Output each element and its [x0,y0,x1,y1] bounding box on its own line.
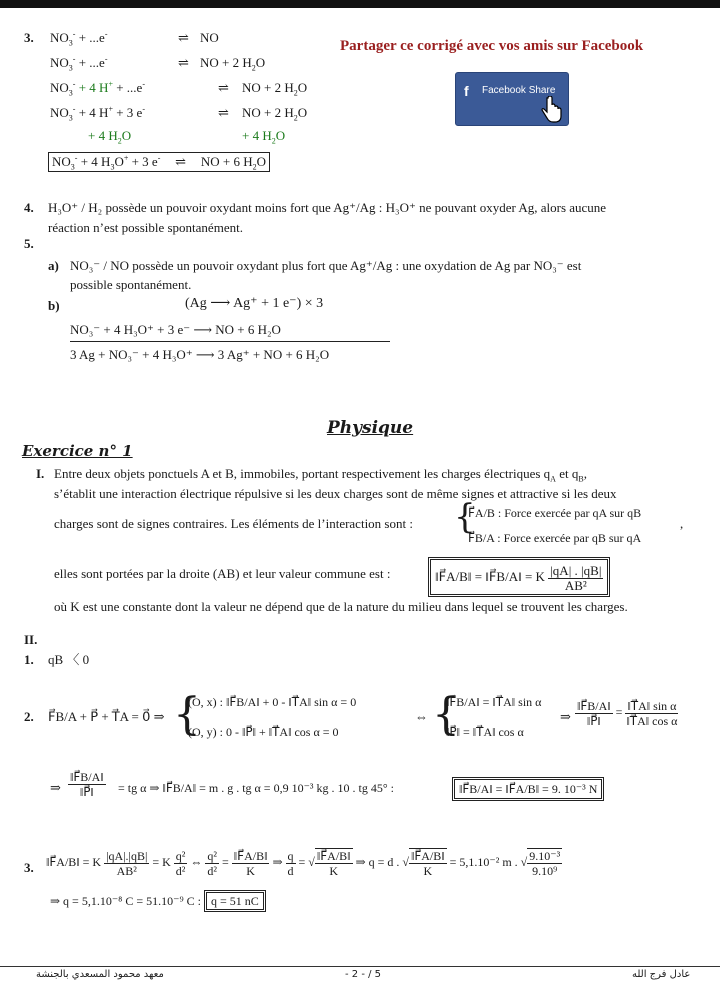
force-def-ab: F⃗A/B : Force exercée par qA sur qB [468,506,642,520]
footer-page-number: - 2 - / 5 [345,969,382,980]
page-footer [0,966,720,981]
eq-arrow-icon: ⇌ [175,154,187,169]
eq-arrow-icon: ⇌ [178,55,189,70]
q3-phys-final-box: q = 51 nC [204,890,266,912]
q5a-line2: possible spontanément. [70,277,192,292]
q4-number: 4. [24,200,34,215]
part-i-label: I. [36,466,45,481]
hand-cursor-icon [540,96,562,124]
q3-final-equation: $NO_3^- + 4$ $H_3O^+ + 3$ e- ⇌ NO + 6 $H_2O$ [48,152,270,172]
q4-line1: H₃O⁺ / H₂ possède un pouvoir oxydant moins fort que Ag⁺/Ag : H₃O⁺ ne pouvant oxyder Ag, alors aucune [48,200,607,215]
q3-eq5-right: + 4 $H_2O$ [242,128,286,146]
q2-system-brace: { [173,689,201,740]
top-edge-bar [0,0,720,8]
q2b-ratio: $\frac{‖F⃗B/A‖}{‖P⃗‖}$ [70,769,104,799]
q3-eq3: $NO_3^- + 4$ H+ + ...e- ⇌ NO + 2 $H_2O$ [50,79,308,98]
share-title: Partager ce corrigé avec vos amis sur Facebook [340,38,644,54]
q5b-eq1: (Ag ⟶ Ag⁺ + 1 e⁻) × 3 [185,296,324,311]
footer-author: عادل فرج الله [632,969,691,980]
facebook-share-label: Facebook Share [482,85,556,96]
facebook-icon: f [464,83,469,99]
q2-impl: ⇒ [560,709,571,724]
force-brace: { [454,497,476,537]
part-ii-label: II. [24,632,38,647]
q1-answer: qB 〈 0 [48,652,90,667]
part-i-line4: elles sont portées par la droite (AB) et leur valeur commune est : [54,566,391,581]
q2-sum: F⃗B/A + P⃗ + T⃗A = 0⃗ ⇒ [48,709,165,724]
q3-eq4: $NO_3^- + 4$ H+ + 3 e- ⇌ NO + 2 $H_2O$ [50,104,308,123]
q3-phys-derivation: ‖F⃗A/B‖ = K $\frac{|qA|.|qB|}{\text{AB²}}$ = K $\frac{\text{q²}}{\text{d²}}$ ⇔ $\frac{\text{q²}}{\text{d²}}$ = $\frac{‖F⃗A/B‖}{K}$ ⇒ $\frac{q}{d}$ = √ $\frac{‖F⃗A/B‖}{K}$ ⇒ q = d . √ $\frac{‖F⃗A/B‖}{K}$ = 5,1.10⁻² m . √ $\frac{\text{9.10⁻³}}{\text{9.10⁹}}$ [46,848,561,879]
part-i-line3: charges sont de signes contraires. Les éléments de l’interaction sont : [54,516,413,531]
q2b-result-box: ‖F⃗B/A‖ = ‖F⃗A/B‖ = 9. 10⁻³ N [452,777,604,801]
exercise-title: Exercice n° 1 [22,442,133,460]
q2-sys-x: (O, x) : ‖F⃗B/A‖ + 0 - ‖T⃗A‖ sin α = 0 [188,695,357,709]
q2-system-brace-2: { [432,689,460,740]
q2-sys-y: (O, y) : 0 - ‖P⃗‖ + ‖T⃗A‖ cos α = 0 [188,725,339,739]
q2b-computation: = tg α ⇒ ‖F⃗B/A‖ = m . g . tg α = 0,9 10⁻³ kg . 10 . tg 45° : [118,781,394,795]
q3-number: 3. [24,30,34,45]
q3-phys-number: 3. [24,860,34,875]
q5b-eq2: NO₃⁻ + 4 H₃O⁺ + 3 e⁻ ⟶ NO + 6 H₂O [70,322,281,337]
sqrt-icon: √ [402,855,409,869]
force-def-comma: , [680,516,684,531]
q5b-sum-line [70,341,390,342]
section-title-physique: Physique [327,418,414,438]
q3-eq5-left: + 4 $H_2O$ [88,128,132,146]
sqrt-icon: √ [520,855,528,869]
q2-equiv: ⇔ [415,709,428,724]
q5a-label: a) [48,258,59,273]
part-i-line2: s’établit une interaction électrique répulsive si les deux charges sont de même signes et attractive si les deux [54,486,617,501]
part-i-line5: où K est une constante dont la valeur ne dépend que de la nature du milieu dans lequel se trouvent les charges. [54,599,628,614]
q2-number: 2. [24,709,34,724]
q2b-impl: ⇒ [50,780,61,795]
q2-sys3: ‖F⃗B/A‖ = ‖T⃗A‖ sin α [446,695,542,709]
part-i-line1: Entre deux objets ponctuels A et B, immobiles, portant respectivement les charges électriques $q_A$ et $q_B$, [54,466,587,484]
q5b-label: b) [48,298,60,313]
q3-phys-final: ⇒ q = 5,1.10⁻⁸ C = 51.10⁻⁹ C : q = 51 nC [50,893,266,909]
force-def-ba: F⃗B/A : Force exercée par qB sur qA [468,531,642,545]
footer-school: معهد محمود المسعدي بالجنشة [36,969,164,980]
q3-eq1: $NO_3^- + ...e^-$ ⇌ NO [50,29,219,48]
q5-number: 5. [24,236,34,251]
q1-number: 1. [24,652,34,667]
q2-ratio: $\frac{‖F⃗B/A‖}{‖P⃗‖}$ = $\frac{\text{‖T⃗A‖ sin α}}{\text{‖T⃗A‖ cos α}}$ [577,698,678,728]
q3-eq2: $NO_3^- + ...e^-$ ⇌ NO + 2 $H_2O$ [50,54,266,73]
coulomb-formula-box: ‖F⃗A/B‖ = ‖F⃗B/A‖ = K $\frac{|qA| . |qB|}{\text{AB²}}$ [428,557,610,597]
eq-arrow-icon: ⇌ [218,80,229,95]
q5b-eq3: 3 Ag + NO₃⁻ + 4 H₃O⁺ ⟶ 3 Ag⁺ + NO + 6 H₂O [70,347,330,362]
q5a-line1: NO₃⁻ / NO possède un pouvoir oxydant plus fort que Ag⁺/Ag : une oxydation de Ag par NO₃⁻ est [70,258,582,273]
sqrt-icon: √ [308,855,315,869]
q2-sys4: ‖P⃗‖ = ‖T⃗A‖ cos α [446,725,524,739]
q4-line2: réaction n’est possible spontanément. [48,220,243,235]
eq-arrow-icon: ⇌ [218,105,229,120]
eq-arrow-icon: ⇌ [178,30,189,45]
